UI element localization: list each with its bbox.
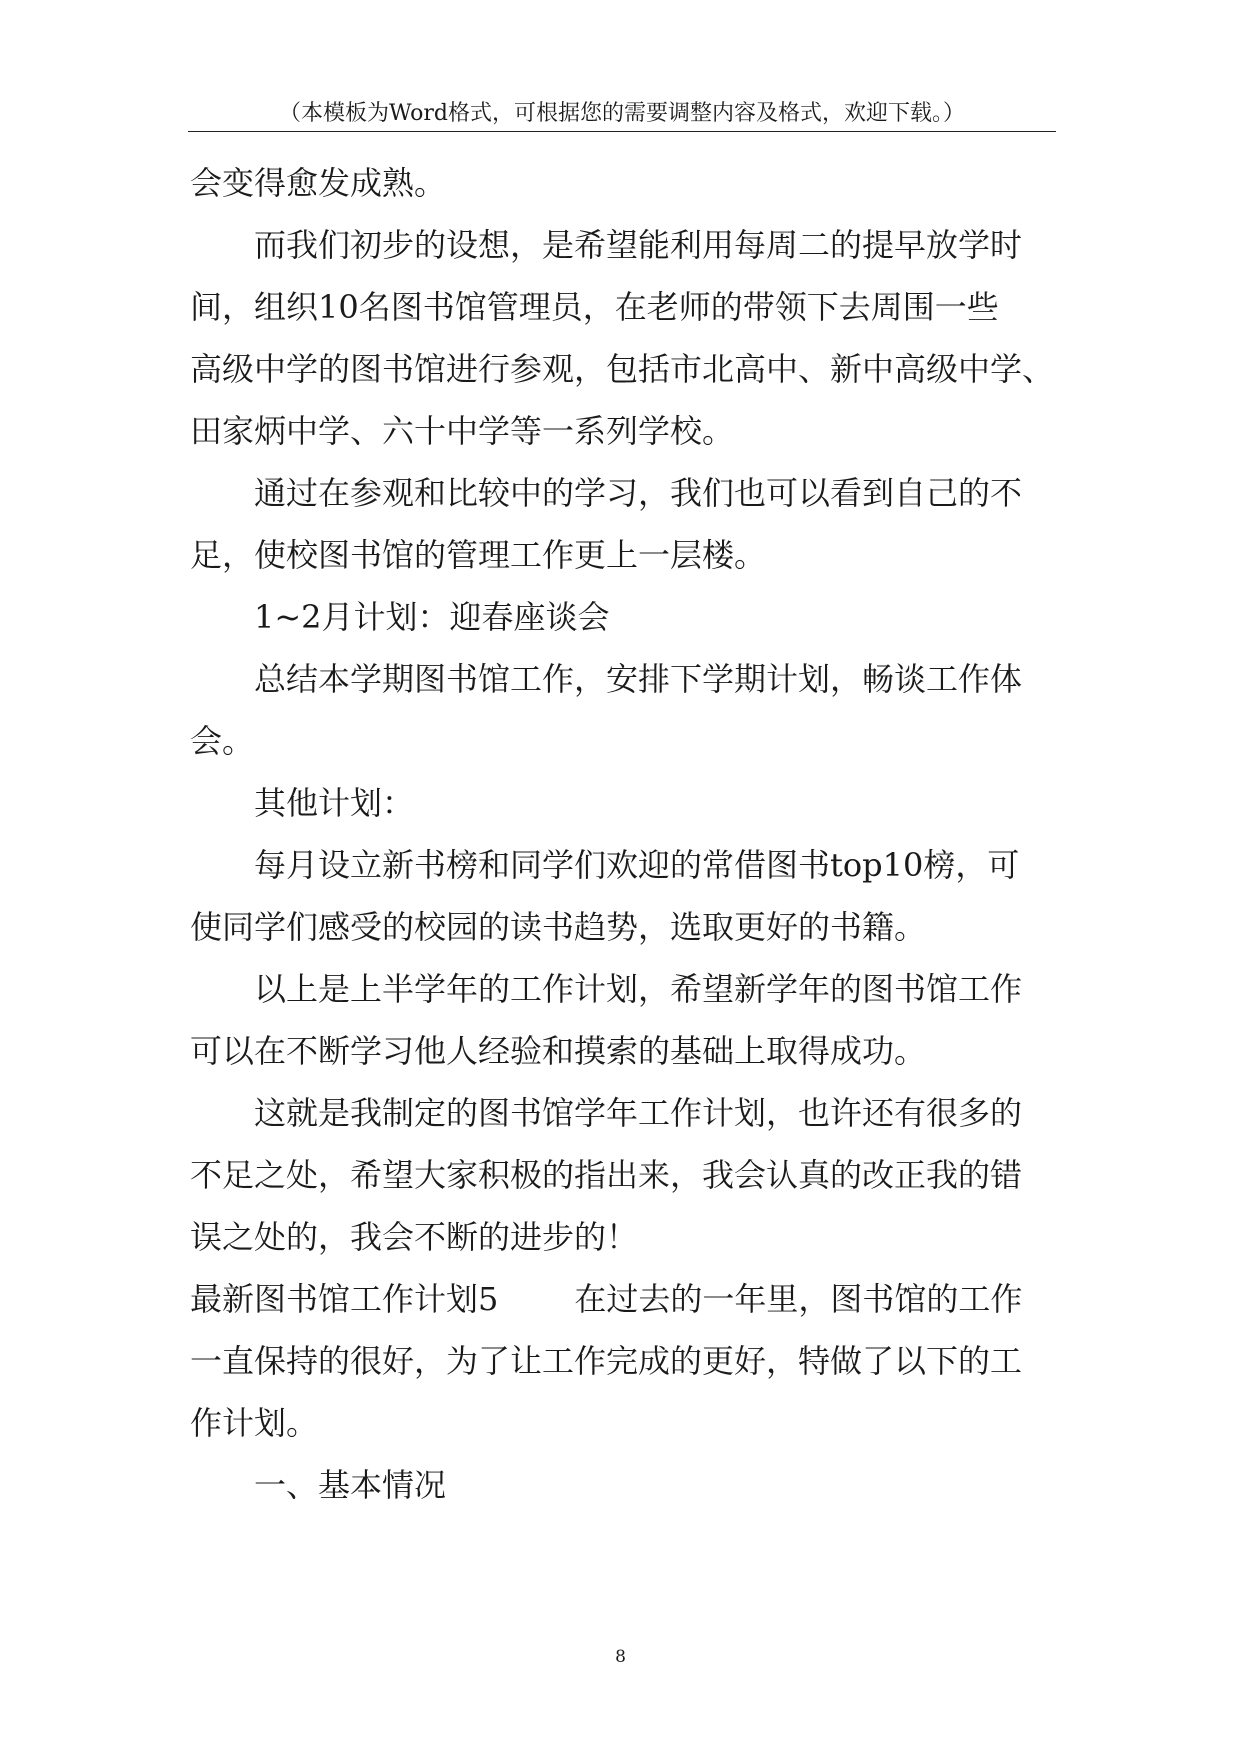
- paragraph-line: 一直保持的很好，为了让工作完成的更好，特做了以下的工: [190, 1342, 1023, 1380]
- paragraph-line: 每月设立新书榜和同学们欢迎的常借图书top10榜，可: [254, 846, 1020, 884]
- paragraph-line: 这就是我制定的图书馆学年工作计划，也许还有很多的: [254, 1094, 1023, 1132]
- header-note: （本模板为Word格式，可根据您的需要调整内容及格式，欢迎下载。）: [279, 101, 965, 126]
- paragraph-line: 足，使校图书馆的管理工作更上一层楼。: [190, 536, 767, 574]
- page-number: 8: [615, 1647, 626, 1667]
- plan-heading: 其他计划：: [254, 784, 415, 822]
- paragraph-line: 间，组织10名图书馆管理员，在老师的带领下去周围一些: [190, 288, 999, 326]
- paragraph-line: 而我们初步的设想，是希望能利用每周二的提早放学时: [254, 226, 1023, 264]
- paragraph-line: 通过在参观和比较中的学习，我们也可以看到自己的不: [254, 474, 1023, 512]
- paragraph-line: 田家炳中学、六十中学等一系列学校。: [190, 412, 735, 450]
- paragraph-line: 总结本学期图书馆工作，安排下学期计划，畅谈工作体: [254, 660, 1023, 698]
- paragraph-line: 使同学们感受的校园的读书趋势，选取更好的书籍。: [190, 908, 927, 946]
- paragraph-line: 作计划。: [190, 1404, 319, 1442]
- section-intro: 在过去的一年里，图书馆的工作: [574, 1280, 1023, 1318]
- paragraph-line: 会。: [190, 722, 255, 760]
- plan-heading: 1~2月计划：迎春座谈会: [254, 598, 610, 636]
- paragraph-line: 以上是上半学年的工作计划，希望新学年的图书馆工作: [254, 970, 1023, 1008]
- section-line: [190, 1266, 1022, 1332]
- paragraph-line: 会变得愈发成熟。: [190, 164, 447, 202]
- paragraph-line: 不足之处，希望大家积极的指出来，我会认真的改正我的错: [190, 1156, 1023, 1194]
- header-rule: [188, 131, 1056, 132]
- paragraph-line: 高级中学的图书馆进行参观，包括市北高中、新中高级中学、: [190, 350, 1055, 388]
- section-title: 最新图书馆工作计划5: [190, 1280, 499, 1318]
- paragraph-line: 可以在不断学习他人经验和摸索的基础上取得成功。: [190, 1032, 927, 1070]
- subsection-heading: 一、基本情况: [254, 1466, 447, 1504]
- paragraph-line: 误之处的，我会不断的进步的！: [190, 1218, 639, 1256]
